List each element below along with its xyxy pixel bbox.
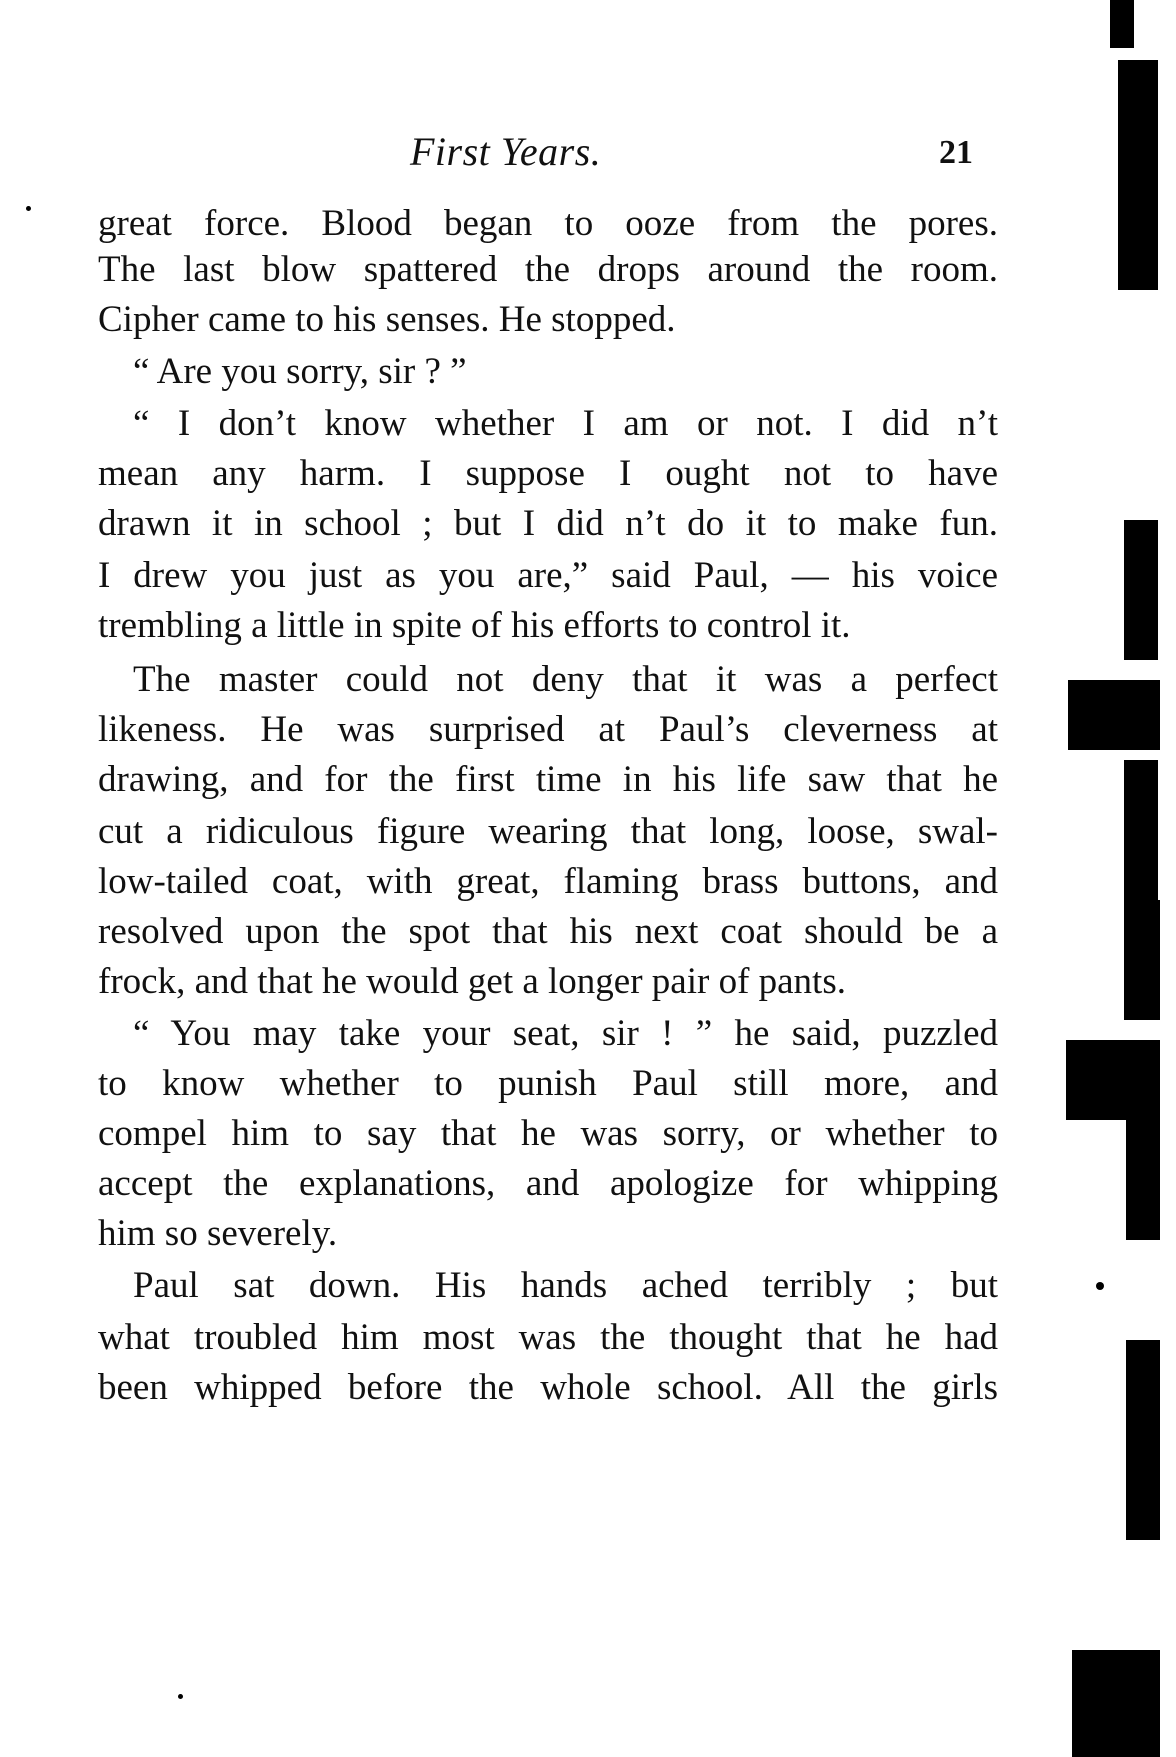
scan-mark — [1124, 520, 1158, 660]
text-line: “ You may take your seat, sir ! ” he said, puzzled — [133, 1013, 998, 1054]
text-line: low-tailed coat, with great, flaming brass buttons, and — [98, 861, 998, 902]
running-title: First Years. — [410, 129, 602, 174]
scan-mark — [1068, 680, 1160, 750]
text-line: cut a ridiculous figure wearing that long, loose, swal- — [98, 811, 998, 852]
scan-mark — [1072, 1650, 1160, 1757]
text-line: trembling a little in spite of his efforts to control it. — [98, 605, 851, 646]
text-line: frock, and that he would get a longer pair of pants. — [98, 961, 846, 1002]
text-line: drawn it in school ; but I did n’t do it to make fun. — [98, 503, 998, 544]
text-line: “ I don’t know whether I am or not. I did n’t — [133, 403, 998, 444]
text-line: mean any harm. I suppose I ought not to have — [98, 453, 998, 494]
text-line: resolved upon the spot that his next coat should be a — [98, 911, 998, 952]
text-line: likeness. He was surprised at Paul’s cleverness at — [98, 709, 998, 750]
text-line: to know whether to punish Paul still more, and — [98, 1063, 998, 1104]
scan-mark — [1066, 1040, 1160, 1120]
text-line: Paul sat down. His hands ached terribly ; but — [133, 1265, 998, 1306]
scan-mark — [1118, 60, 1158, 290]
scan-mark — [1110, 0, 1134, 48]
text-line: him so severely. — [98, 1213, 338, 1254]
text-line: The master could not deny that it was a perfect — [133, 659, 998, 700]
scan-speck — [178, 1694, 183, 1699]
scan-mark — [1124, 900, 1160, 1020]
text-line: great force. Blood began to ooze from the pores. — [98, 203, 998, 244]
text-line: The last blow spattered the drops around the room. — [98, 249, 998, 290]
text-line: I drew you just as you are,” said Paul, — his voice — [98, 555, 998, 596]
scan-mark — [1126, 1340, 1160, 1540]
text-line: compel him to say that he was sorry, or whether to — [98, 1113, 998, 1154]
scan-speck — [26, 206, 31, 211]
scan-mark — [1126, 1120, 1160, 1240]
scan-mark — [1124, 760, 1158, 900]
page-number: 21 — [939, 134, 973, 171]
text-line: “ Are you sorry, sir ? ” — [133, 351, 467, 392]
text-line: what troubled him most was the thought that he had — [98, 1317, 998, 1358]
text-line: drawing, and for the first time in his life saw that he — [98, 759, 998, 800]
text-line: been whipped before the whole school. All the girls — [98, 1367, 998, 1408]
text-line: accept the explanations, and apologize for whipping — [98, 1163, 998, 1204]
text-line: Cipher came to his senses. He stopped. — [98, 299, 676, 340]
scan-speck — [1096, 1282, 1104, 1290]
